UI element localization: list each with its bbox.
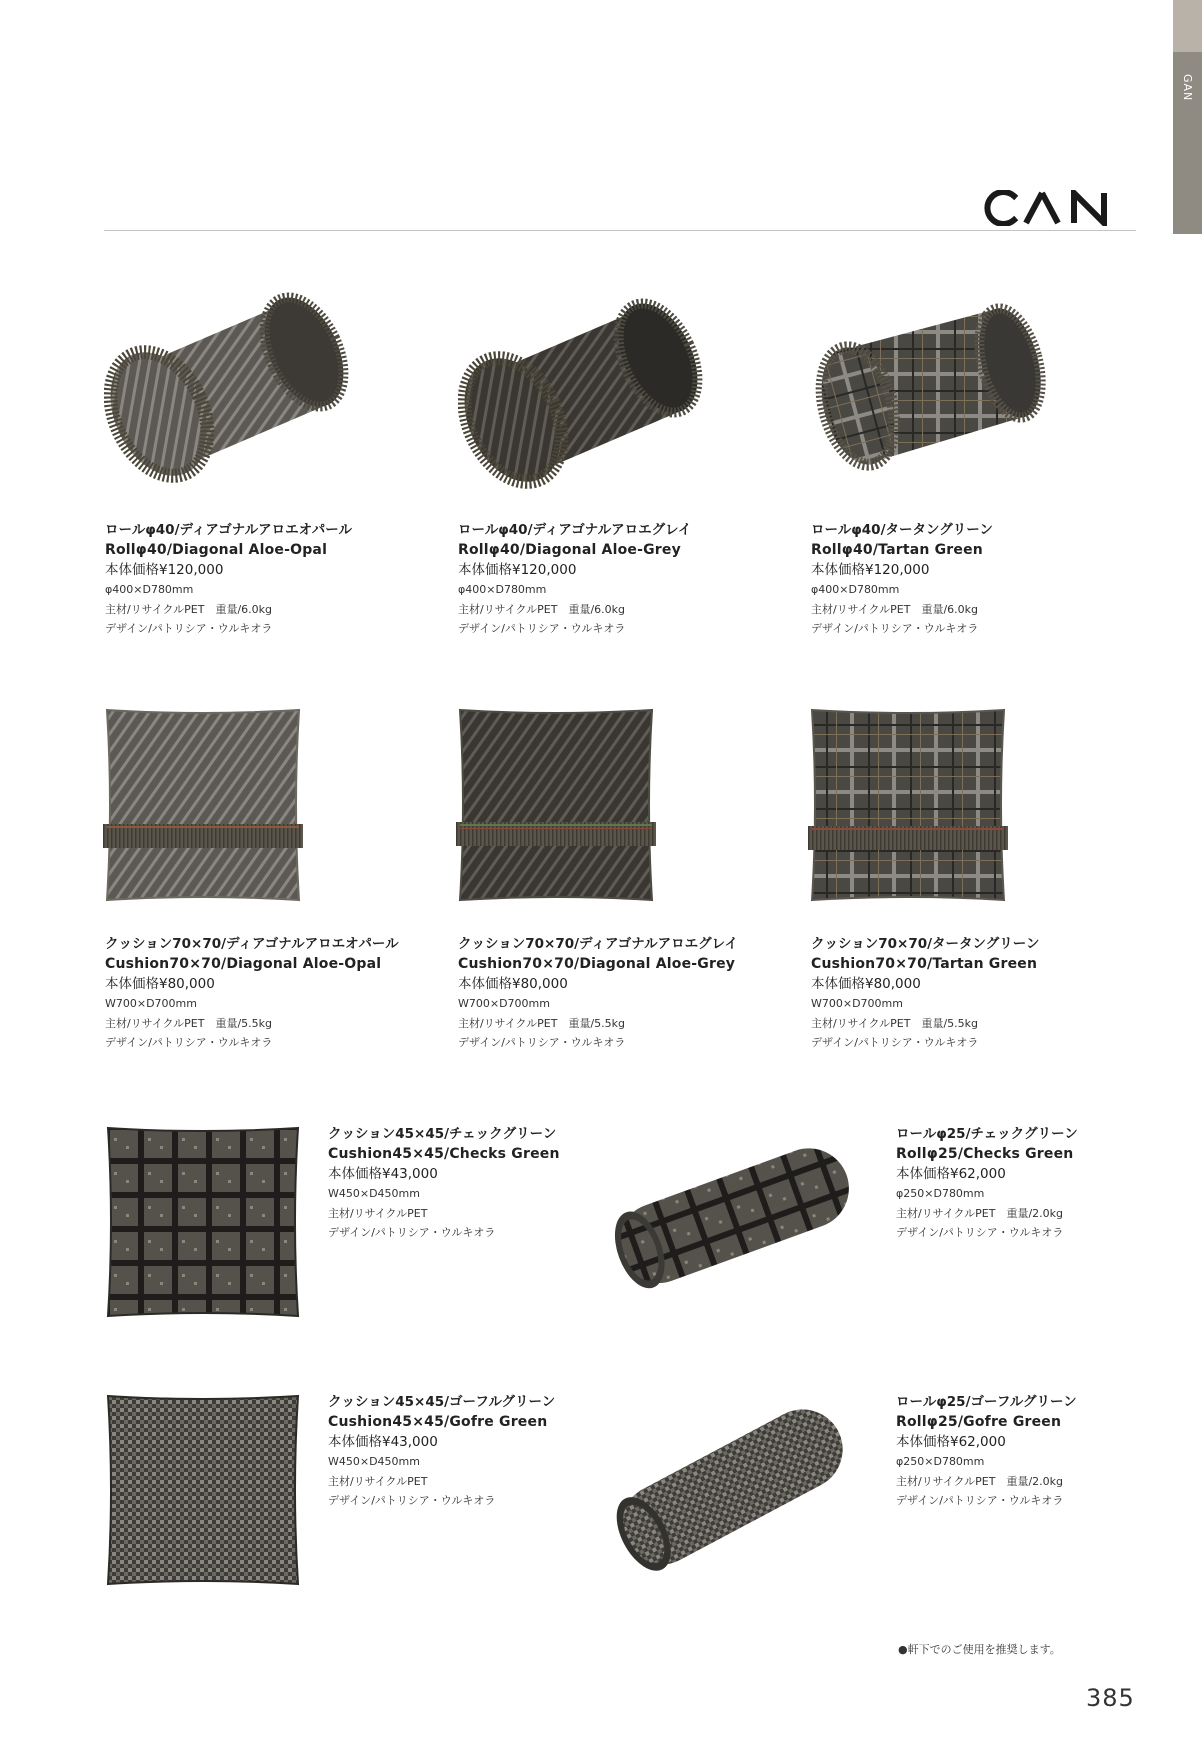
- product-material: 主材/リサイクルPET 重量/2.0kg: [896, 1474, 1064, 1488]
- roll-fringed-tartan-image: [810, 288, 1060, 488]
- product-name-en: Cushion70×70/Diagonal Aloe-Grey: [458, 956, 736, 972]
- product-name-en: Rollφ25/Gofre Green: [896, 1414, 1062, 1430]
- product-name-en: Rollφ40/Tartan Green: [811, 542, 983, 558]
- section-tab: [1173, 0, 1202, 234]
- product-name-en: Rollφ25/Checks Green: [896, 1146, 1074, 1162]
- product-designer: デザイン/パトリシア・ウルキオラ: [811, 622, 979, 635]
- product-price: 本体価格¥80,000: [105, 976, 215, 992]
- product-name-en: Cushion45×45/Checks Green: [328, 1146, 560, 1162]
- roll-checks-image: [592, 1126, 872, 1296]
- product-info: [458, 934, 778, 1053]
- product-size: φ250×D780mm: [896, 1455, 985, 1468]
- product-designer: デザイン/パトリシア・ウルキオラ: [328, 1494, 496, 1507]
- cushion-diagonal-grey-image: [456, 706, 656, 904]
- product-name-en: Cushion45×45/Gofre Green: [328, 1414, 548, 1430]
- product-name-jp: クッション45×45/ゴーフルグリーン: [328, 1394, 556, 1410]
- product-material: 主材/リサイクルPET: [328, 1206, 428, 1220]
- product-material: 主材/リサイクルPET 重量/5.5kg: [811, 1016, 979, 1030]
- product-name-jp: ロールφ40/ディアゴナルアロエオパール: [105, 522, 353, 538]
- product-price: 本体価格¥120,000: [105, 562, 224, 578]
- product-price: 本体価格¥80,000: [811, 976, 921, 992]
- product-name-jp: ロールφ25/ゴーフルグリーン: [896, 1394, 1077, 1410]
- cushion-gofre-image: [104, 1392, 302, 1588]
- product-size: W450×D450mm: [328, 1187, 420, 1200]
- roll-fringed-diagonal-grey-image: [458, 290, 718, 500]
- product-name-jp: クッション70×70/ディアゴナルアロエグレイ: [458, 936, 738, 952]
- section-tab-label: GAN: [1181, 74, 1194, 102]
- product-price: 本体価格¥120,000: [458, 562, 577, 578]
- product-name-jp: クッション70×70/ディアゴナルアロエオパール: [105, 936, 399, 952]
- product-name-en: Rollφ40/Diagonal Aloe-Grey: [458, 542, 681, 558]
- gan-logo: [978, 190, 1138, 226]
- product-info: [811, 520, 1131, 639]
- product-name-jp: ロールφ25/チェックグリーン: [896, 1126, 1078, 1142]
- product-designer: デザイン/パトリシア・ウルキオラ: [328, 1226, 496, 1239]
- product-designer: デザイン/パトリシア・ウルキオラ: [896, 1494, 1064, 1507]
- product-size: φ400×D780mm: [105, 583, 194, 596]
- section-tab-top: [1173, 0, 1202, 52]
- product-size: φ400×D780mm: [811, 583, 900, 596]
- roll-fringed-diagonal-opal-image: [104, 284, 364, 494]
- product-material: 主材/リサイクルPET 重量/6.0kg: [458, 602, 626, 616]
- product-name-jp: ロールφ40/タータングリーン: [811, 522, 993, 538]
- product-price: 本体価格¥80,000: [458, 976, 568, 992]
- product-designer: デザイン/パトリシア・ウルキオラ: [458, 1036, 626, 1049]
- page-number: 385: [1086, 1684, 1135, 1712]
- product-material: 主材/リサイクルPET 重量/6.0kg: [811, 602, 979, 616]
- product-price: 本体価格¥62,000: [896, 1166, 1006, 1182]
- product-size: φ250×D780mm: [896, 1187, 985, 1200]
- product-info: [105, 934, 425, 1053]
- product-size: W700×D700mm: [105, 997, 197, 1010]
- product-size: W450×D450mm: [328, 1455, 420, 1468]
- header-rule: [104, 230, 1136, 231]
- product-material: 主材/リサイクルPET: [328, 1474, 428, 1488]
- product-price: 本体価格¥43,000: [328, 1166, 438, 1182]
- product-material: 主材/リサイクルPET 重量/2.0kg: [896, 1206, 1064, 1220]
- product-size: W700×D700mm: [811, 997, 903, 1010]
- product-designer: デザイン/パトリシア・ウルキオラ: [105, 622, 273, 635]
- cushion-diagonal-opal-image: [103, 706, 303, 904]
- product-material: 主材/リサイクルPET 重量/5.5kg: [458, 1016, 626, 1030]
- product-price: 本体価格¥120,000: [811, 562, 930, 578]
- roll-gofre-image: [592, 1392, 872, 1582]
- footnote: ●軒下でのご使用を推奨します。: [898, 1643, 1061, 1656]
- product-info: [896, 1124, 1176, 1243]
- product-info: [896, 1392, 1176, 1511]
- product-designer: デザイン/パトリシア・ウルキオラ: [896, 1226, 1064, 1239]
- product-price: 本体価格¥43,000: [328, 1434, 438, 1450]
- product-size: φ400×D780mm: [458, 583, 547, 596]
- product-info: [458, 520, 778, 639]
- product-designer: デザイン/パトリシア・ウルキオラ: [105, 1036, 273, 1049]
- product-name-en: Cushion70×70/Diagonal Aloe-Opal: [105, 956, 382, 972]
- product-info: [811, 934, 1131, 1053]
- product-material: 主材/リサイクルPET 重量/6.0kg: [105, 602, 273, 616]
- product-info: [105, 520, 425, 639]
- product-name-en: Cushion70×70/Tartan Green: [811, 956, 1038, 972]
- product-material: 主材/リサイクルPET 重量/5.5kg: [105, 1016, 273, 1030]
- cushion-checks-image: [104, 1124, 302, 1320]
- product-name-jp: ロールφ40/ディアゴナルアロエグレイ: [458, 522, 692, 538]
- product-designer: デザイン/パトリシア・ウルキオラ: [458, 622, 626, 635]
- product-name-en: Rollφ40/Diagonal Aloe-Opal: [105, 542, 328, 558]
- product-designer: デザイン/パトリシア・ウルキオラ: [811, 1036, 979, 1049]
- product-price: 本体価格¥62,000: [896, 1434, 1006, 1450]
- product-size: W700×D700mm: [458, 997, 550, 1010]
- product-name-jp: クッション45×45/チェックグリーン: [328, 1126, 557, 1142]
- product-name-jp: クッション70×70/タータングリーン: [811, 936, 1040, 952]
- cushion-tartan-image: [808, 706, 1008, 904]
